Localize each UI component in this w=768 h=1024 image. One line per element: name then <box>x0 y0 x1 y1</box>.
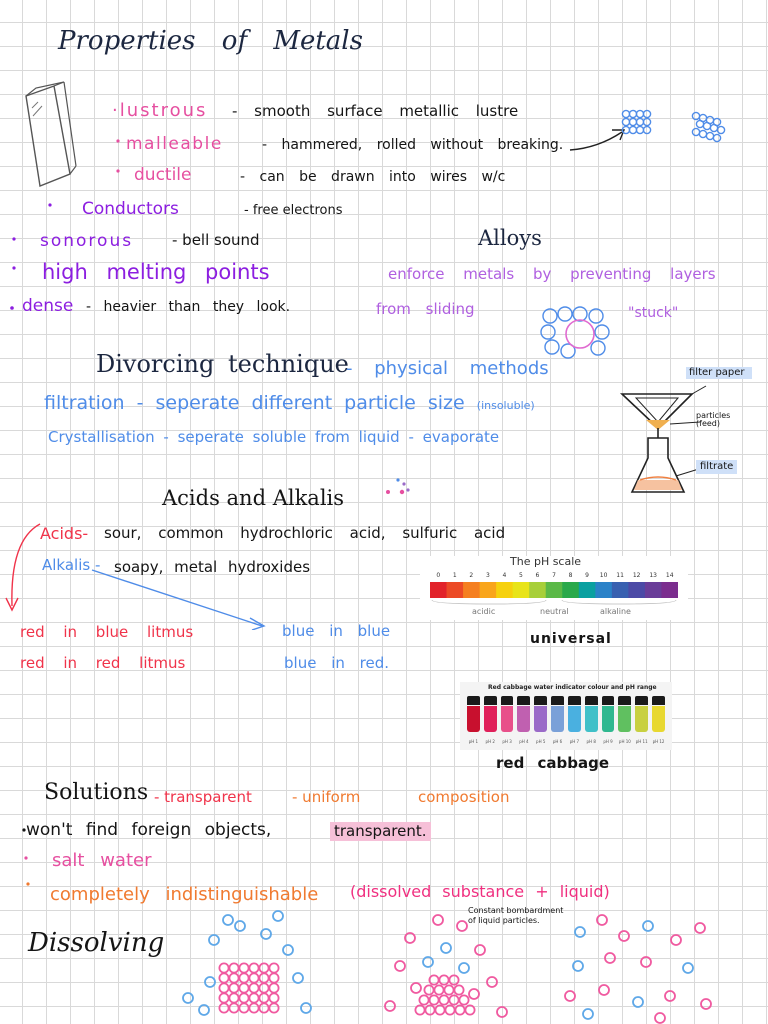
ph-color-segment <box>480 582 497 598</box>
solute-particle <box>229 963 238 972</box>
acids-label: Acids- <box>40 524 89 543</box>
lattice-particle-shifted <box>699 130 706 137</box>
high-melting-points: high melting points <box>42 260 270 284</box>
cabbage-ph-label: pH 11 <box>635 739 648 744</box>
solution-bullets <box>0 820 50 900</box>
lattice-particle-shifted <box>713 134 720 141</box>
conductors-term: Conductors <box>82 199 179 219</box>
solvent-particle <box>283 945 293 955</box>
solute-particle <box>454 985 463 994</box>
dissolved-particle <box>583 1009 593 1019</box>
cabbage-tube <box>634 696 649 736</box>
solute-particle <box>434 985 443 994</box>
blue-in-blue: blue in blue <box>282 622 391 640</box>
solutions-def-uniform: - uniform <box>292 788 361 806</box>
cabbage-ph-label: pH 8 <box>586 739 596 744</box>
sparkle-dots <box>380 476 416 506</box>
solvent-particle <box>293 973 303 983</box>
ph-color-segment <box>612 582 629 598</box>
dissolving-particle <box>487 977 497 987</box>
dissolving-particle <box>469 989 479 999</box>
lattice-particle-shifted <box>696 120 703 127</box>
solutions-def-composition: composition <box>418 788 510 806</box>
dissolving-particle <box>395 961 405 971</box>
lattice-particle <box>629 110 636 117</box>
cabbage-ph-labels <box>466 739 666 744</box>
dissolving-particle <box>497 1007 507 1017</box>
solvent-particle <box>301 1003 311 1013</box>
solute-particle <box>229 1003 238 1012</box>
cabbage-image-title: Red cabbage water indicator colour and pH range <box>488 684 657 691</box>
filtration-apparatus-diagram <box>614 380 764 504</box>
dense-definition: - heavier than they look. <box>86 299 291 315</box>
cabbage-ph-label: pH 6 <box>552 739 563 744</box>
ph-color-segment <box>546 582 563 598</box>
ph-scale-numbers <box>430 572 678 580</box>
solute-particle <box>249 993 258 1002</box>
dissolved-particle <box>643 921 653 931</box>
alloy-lattice-diagram <box>540 306 620 360</box>
ph-number: 3 <box>485 572 490 579</box>
solvent-particle <box>441 943 451 953</box>
solute-particle <box>449 995 458 1004</box>
ph-number: 5 <box>519 572 523 579</box>
cabbage-tube <box>550 696 565 736</box>
malleable-definition: - hammered, rolled without breaking. <box>262 137 564 153</box>
dissolved-particle <box>671 935 681 945</box>
solvent-particle <box>261 929 271 939</box>
cabbage-tube <box>651 696 666 736</box>
solute-particle <box>249 963 258 972</box>
solvent-particle <box>273 911 283 921</box>
dissolved-particle <box>695 923 705 933</box>
particles-label: particles (feed) <box>696 411 731 428</box>
solute-particle <box>249 973 258 982</box>
lattice-particle <box>629 118 636 125</box>
dissolved-particle <box>619 931 629 941</box>
ph-number: 10 <box>599 572 608 579</box>
solvent-particle <box>205 977 215 987</box>
foreign-objects-line: won't find foreign objects, <box>26 820 272 840</box>
ph-number: 8 <box>568 572 573 579</box>
metal-lattice-diagram <box>614 104 744 150</box>
solute-particle <box>419 995 428 1004</box>
cabbage-ph-label: pH 4 <box>519 739 529 744</box>
lattice-particle <box>643 118 650 125</box>
solute-particle <box>219 993 228 1002</box>
solute-particle <box>435 1005 444 1014</box>
solute-particle <box>239 973 248 982</box>
cabbage-tubes <box>466 696 666 736</box>
dissolving-particle <box>475 945 485 955</box>
dissolving-particle <box>385 1001 395 1011</box>
cabbage-tube <box>533 696 548 736</box>
solute-particle <box>239 993 248 1002</box>
cabbage-ph-label: pH 5 <box>536 739 546 744</box>
dissolved-particle <box>665 991 675 1001</box>
cabbage-ph-label: pH 2 <box>485 739 495 744</box>
sonorous-definition: - bell sound <box>172 231 260 249</box>
cabbage-ph-label: pH 10 <box>618 739 631 744</box>
solutions-title: Solutions <box>44 780 149 805</box>
ph-number: 1 <box>452 572 457 579</box>
cabbage-tube <box>584 696 599 736</box>
red-cabbage-image <box>460 682 672 750</box>
ph-color-segment <box>463 582 480 598</box>
ph-acidic-label: acidic <box>472 607 496 616</box>
ph-color-segment <box>595 582 612 598</box>
alloys-title: Alloys <box>478 226 542 250</box>
dissolved-particle <box>683 963 693 973</box>
dissolved-particle <box>573 961 583 971</box>
dissolved-particle <box>701 999 711 1009</box>
metals-title: Properties of Metals <box>58 26 363 56</box>
dissolved-particle <box>641 957 651 967</box>
solute-particle <box>439 995 448 1004</box>
dissolved-particle <box>575 927 585 937</box>
lattice-particle <box>622 110 629 117</box>
solute-particle <box>429 995 438 1004</box>
ph-alkaline-label: alkaline <box>600 607 631 616</box>
solute-particle <box>219 963 228 972</box>
solvent-particle <box>199 1005 209 1015</box>
ph-number: 14 <box>665 572 674 579</box>
acid-alkali-arrows <box>0 510 300 630</box>
solute-particle <box>465 1005 474 1014</box>
solute-particle <box>239 963 248 972</box>
solute-particle <box>249 983 258 992</box>
solute-particle <box>455 1005 464 1014</box>
solute-particle <box>415 1005 424 1014</box>
ph-color-segment <box>529 582 546 598</box>
cabbage-tube <box>617 696 632 736</box>
cabbage-tube <box>483 696 498 736</box>
ph-scale-image <box>420 556 688 620</box>
solute-particle <box>425 1005 434 1014</box>
ph-scale-bar <box>430 582 678 598</box>
solvent-particle <box>209 935 219 945</box>
dissolved-substance-liquid: (dissolved substance + liquid) <box>350 882 610 901</box>
salt-water: salt water <box>52 850 152 871</box>
red-cabbage-caption: red cabbage <box>496 754 610 772</box>
acids-alkalis-title: Acids and Alkalis <box>162 486 345 510</box>
ph-color-segment <box>513 582 530 598</box>
cabbage-tube <box>516 696 531 736</box>
conductors-definition: - free electrons <box>244 203 343 218</box>
solute-particle <box>229 993 238 1002</box>
ph-color-segment <box>661 582 678 598</box>
sonorous-term: sonorous <box>40 231 134 251</box>
solute-particle <box>445 1005 454 1014</box>
ph-number: 4 <box>502 572 507 579</box>
solute-particle <box>229 973 238 982</box>
dissolved-particle <box>597 915 607 925</box>
cabbage-ph-label: pH 1 <box>468 739 479 744</box>
solutions-def-transparent: - transparent <box>154 788 252 806</box>
ph-number: 0 <box>436 572 441 579</box>
solvent-particle <box>235 921 245 931</box>
ph-color-segment <box>447 582 464 598</box>
cabbage-ph-label: pH 3 <box>502 739 512 744</box>
solute-particle <box>219 983 228 992</box>
lattice-particle-shifted <box>706 132 713 139</box>
lattice-particle <box>622 118 629 125</box>
red-in-red-litmus: red in red litmus <box>20 654 186 672</box>
solute-particle <box>459 995 468 1004</box>
solute-particle <box>259 973 268 982</box>
ph-color-segment <box>562 582 579 598</box>
solvent-particle <box>223 915 233 925</box>
cabbage-tube <box>500 696 515 736</box>
ph-number: 7 <box>552 572 556 579</box>
completely-indistinguishable: completely indistinguishable <box>50 884 319 905</box>
solvent-particle <box>459 963 469 973</box>
ph-number: 6 <box>535 572 540 579</box>
ph-scale-title: The pH scale <box>510 555 582 568</box>
cabbage-tube <box>567 696 582 736</box>
ph-number: 2 <box>469 572 474 579</box>
lattice-particle <box>636 118 643 125</box>
solute-particle <box>259 963 268 972</box>
dissolved-particle <box>565 991 575 1001</box>
blue-in-red: blue in red. <box>284 654 389 672</box>
ph-brackets <box>430 600 678 606</box>
bullet-dots <box>0 0 140 320</box>
solute-particle <box>429 975 438 984</box>
ph-number: 12 <box>632 572 641 579</box>
malleable-term: malleable <box>126 134 223 154</box>
acids-definition: sour, common hydrochloric acid, sulfuric acid <box>104 524 506 542</box>
solute-particle <box>249 1003 258 1012</box>
alloys-line-2: from sliding <box>376 300 475 318</box>
solute-particle <box>259 993 268 1002</box>
separating-subtitle: - physical methods <box>346 358 549 379</box>
ph-neutral-label: neutral <box>540 607 569 616</box>
alkalis-definition: soapy, metal hydroxides <box>114 558 311 576</box>
solvent-particle <box>183 993 193 1003</box>
filtrate-label: filtrate <box>696 460 737 474</box>
solute-particle <box>269 963 278 972</box>
solute-particle <box>449 975 458 984</box>
solute-particle <box>269 973 278 982</box>
ductile-definition: - can be drawn into wires w/c <box>240 169 506 185</box>
solute-particle <box>444 985 453 994</box>
solute-particle <box>229 983 238 992</box>
lattice-particle <box>636 110 643 117</box>
solute-particle <box>219 973 228 982</box>
dissolved-particle <box>605 953 615 963</box>
lattice-particle <box>629 126 636 133</box>
ph-color-segment <box>579 582 596 598</box>
ph-color-segment <box>628 582 645 598</box>
lattice-particle-shifted <box>710 124 717 131</box>
universal-caption: universal <box>530 631 612 647</box>
solute-particle <box>269 983 278 992</box>
dissolved-particle <box>633 997 643 1007</box>
lattice-particle <box>643 126 650 133</box>
separating-title: Divorcing technique <box>96 350 349 378</box>
lustrous-term: ·lustrous <box>112 100 208 121</box>
dissolving-particle <box>405 933 415 943</box>
lattice-particle-shifted <box>717 126 724 133</box>
dissolved-particle <box>599 985 609 995</box>
bombardment-note: Constant bombardment of liquid particles. <box>468 906 564 926</box>
crystallisation-line: Crystallisation - seperate soluble from liquid - evaporate <box>48 428 500 446</box>
solute-particle <box>219 1003 228 1012</box>
ph-number: 13 <box>649 572 657 579</box>
alkalis-label: Alkalis - <box>42 556 101 574</box>
solute-particle <box>259 1003 268 1012</box>
lattice-particle-shifted <box>703 122 710 129</box>
lattice-particle <box>622 126 629 133</box>
dissolved-particle <box>655 1013 665 1023</box>
cabbage-tube <box>466 696 481 736</box>
ductile-term: ductile <box>134 165 192 185</box>
solute-particle <box>239 983 248 992</box>
filtration-line: filtration - seperate different particle size (insoluble) <box>44 392 535 414</box>
lattice-particle-shifted <box>692 112 699 119</box>
solute-particle <box>424 985 433 994</box>
filter-paper-label: filter paper <box>686 367 752 379</box>
solute-particle <box>239 1003 248 1012</box>
dissolving-diagram <box>170 910 730 1024</box>
solute-particle <box>269 1003 278 1012</box>
transparent-highlight: transparent. <box>330 822 431 841</box>
lattice-particle <box>636 126 643 133</box>
ph-color-segment <box>496 582 513 598</box>
dissolving-title: Dissolving <box>28 928 165 958</box>
alloys-stuck: "stuck" <box>628 305 679 321</box>
cabbage-tube <box>601 696 616 736</box>
solute-particle <box>259 983 268 992</box>
ph-number: 9 <box>585 572 589 579</box>
cabbage-ph-label: pH 12 <box>652 739 665 744</box>
ph-color-segment <box>430 582 447 598</box>
solute-particle <box>439 975 448 984</box>
ph-color-segment <box>645 582 662 598</box>
solvent-particle <box>423 957 433 967</box>
lattice-particle <box>643 110 650 117</box>
dense-term: dense <box>22 296 74 316</box>
cabbage-ph-label: pH 7 <box>569 739 580 744</box>
ph-number: 11 <box>616 572 624 579</box>
alloys-line-1: enforce metals by preventing layers <box>388 265 716 283</box>
filtration-note: (insoluble) <box>476 399 535 412</box>
lattice-particle-shifted <box>692 128 699 135</box>
dissolving-particle <box>457 921 467 931</box>
dissolving-particle <box>411 983 421 993</box>
solute-particle <box>269 993 278 1002</box>
lustrous-definition: - smooth surface metallic lustre <box>232 102 519 120</box>
dissolving-particle <box>433 915 443 925</box>
cabbage-ph-label: pH 9 <box>603 739 613 744</box>
red-in-blue-litmus: red in blue litmus <box>20 623 194 641</box>
